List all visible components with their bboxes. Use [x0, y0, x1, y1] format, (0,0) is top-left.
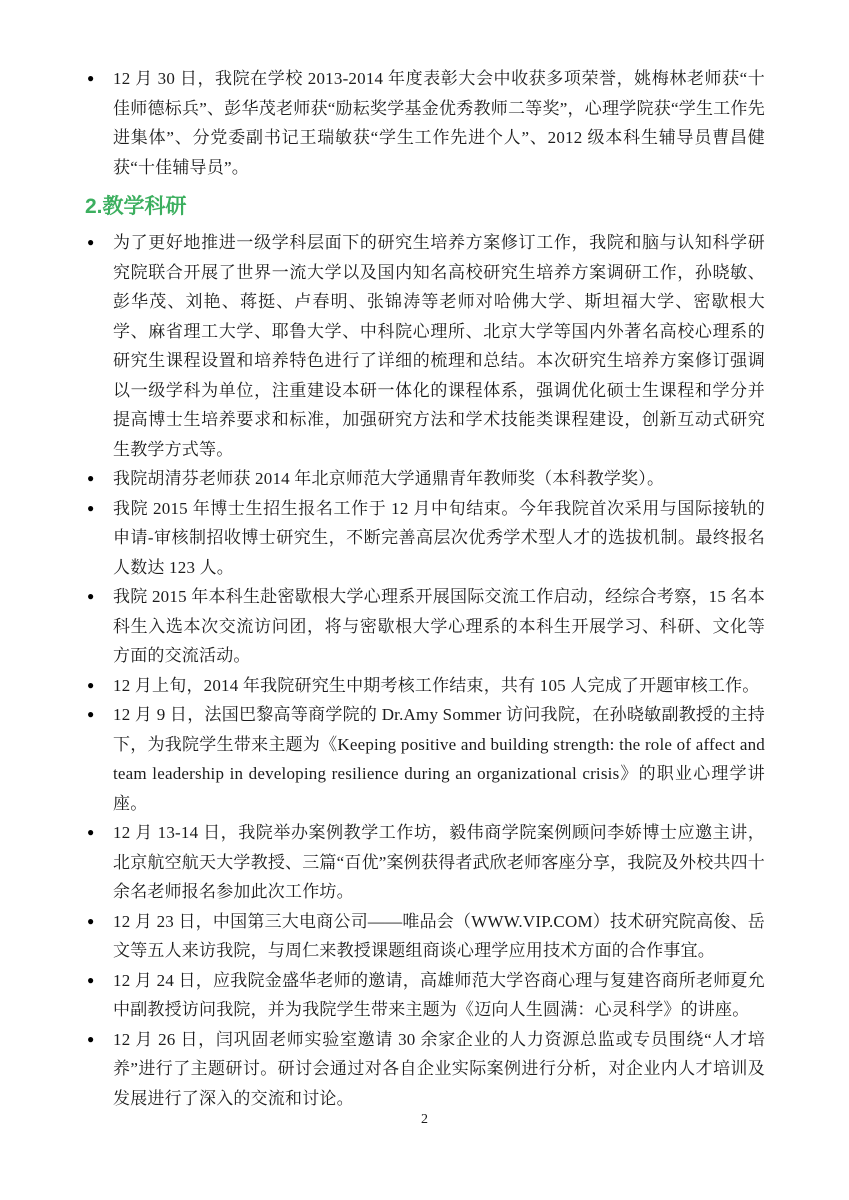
list-item: [85, 818, 765, 907]
bullet-icon: ●: [87, 707, 95, 721]
list-item-text: 12 月 23 日，中国第三大电商公司——唯品会（WWW.VIP.COM）技术研究院高俊、岳文等五人来访我院，与周仁来教授课题组商谈心理学应用技术方面的合作事宜。: [113, 911, 765, 960]
list-item: [85, 494, 765, 583]
bullet-icon: ●: [87, 1031, 95, 1046]
list-item-text: 12 月 26 日，闫巩固老师实验室邀请 30 余家企业的人力资源总监或专员围绕“人才培养”进行了主题研讨。研讨会通过对各自企业实际案例进行分析，对企业内人才培训及发展进行了深入的交流和讨论。: [113, 1029, 765, 1108]
list-item-text: 我院胡清芬老师获 2014 年北京师范大学通鼎青年教师奖（本科教学奖）。: [113, 469, 665, 488]
list-item-text: 12 月 9 日，法国巴黎高等商学院的 Dr.Amy Sommer 访问我院，在孙晓敏副教授的主持下，为我院学生带来主题为《Keeping positive and building strength: the role of affect and team leadership in developing resilience during an organizational crisis》的职业心理学讲座。: [113, 705, 765, 813]
bullet-icon: ●: [87, 825, 95, 839]
section-heading: 2.教学科研: [85, 195, 187, 218]
list-item-text: 为了更好地推进一级学科层面下的研究生培养方案修订工作，我院和脑与认知科学研究院联合开展了世界一流大学以及国内知名高校研究生培养方案调研工作，孙晓敏、彭华茂、刘艳、蒋挺、卢春明、张锦涛等老师对哈佛大学、斯坦福大学、密歇根大学、麻省理工大学、耶鲁大学、中科院心理所、北京大学等国内外著名高校心理系的研究生课程设置和培养特色进行了详细的梳理和总结。本次研究生培养方案修订强调以一级学科为单位，注重建设本研一体化的课程体系，强调优化硕士生课程和学分并提高博士生培养要求和标准，加强研究方法和学术技能类课程建设，创新互动式研究生教学方式等。: [113, 233, 765, 459]
bullet-icon: ●: [87, 71, 95, 85]
bullet-icon: ●: [87, 471, 95, 485]
bullet-icon: ●: [87, 235, 95, 249]
list-item: [85, 907, 765, 966]
section-list: [85, 228, 765, 1113]
list-item: [85, 582, 765, 671]
list-item-text: 我院 2015 年本科生赴密歇根大学心理系开展国际交流工作启动，经综合考察，15 名本科生入选本次交流访问团，将与密歇根大学心理系的本科生开展学习、科研、文化等方面的交流活动。: [113, 587, 765, 665]
pre-section-list: [85, 64, 765, 182]
list-item-text: 12 月 30 日，我院在学校 2013-2014 年度表彰大会中收获多项荣誉，姚梅林老师获“十佳师德标兵”、彭华茂老师获“励耘奖学基金优秀教师二等奖”，心理学院获“学生工作先进集体”、分党委副书记王瑞敏获“学生工作先进个人”、2012 级本科生辅导员曹昌健获“十佳辅导员”。: [113, 69, 765, 177]
list-item: [85, 671, 765, 701]
bullet-icon: ●: [87, 913, 95, 928]
bullet-icon: ●: [87, 500, 95, 515]
bullet-icon: ●: [87, 677, 95, 692]
list-item: [85, 966, 765, 1025]
bullet-icon: ●: [87, 972, 95, 987]
list-item: [85, 64, 765, 182]
list-item: [85, 464, 765, 494]
list-item: [85, 228, 765, 464]
list-item: [85, 700, 765, 818]
list-item-text: 我院 2015 年博士生招生报名工作于 12 月中旬结束。今年我院首次采用与国际接轨的申请-审核制招收博士研究生，不断完善高层次优秀学术型人才的选拔机制。最终报名人数达 123 人。: [113, 498, 765, 577]
page-number: 2: [421, 1112, 428, 1127]
list-item-text: 12 月上旬，2014 年我院研究生中期考核工作结束，共有 105 人完成了开题审核工作。: [113, 675, 760, 695]
bullet-icon: ●: [87, 589, 95, 603]
list-item-text: 12 月 24 日，应我院金盛华老师的邀请，高雄师范大学咨商心理与复建咨商所老师夏允中副教授访问我院，并为我院学生带来主题为《迈向人生圆满：心灵科学》的讲座。: [113, 970, 765, 1019]
list-item-text: 12 月 13-14 日，我院举办案例教学工作坊，毅伟商学院案例顾问李娇博士应邀主讲，北京航空航天大学教授、三篇“百优”案例获得者武欣老师客座分享，我院及外校共四十余名老师报名参加此次工作坊。: [113, 823, 765, 901]
list-item: [85, 1025, 765, 1114]
